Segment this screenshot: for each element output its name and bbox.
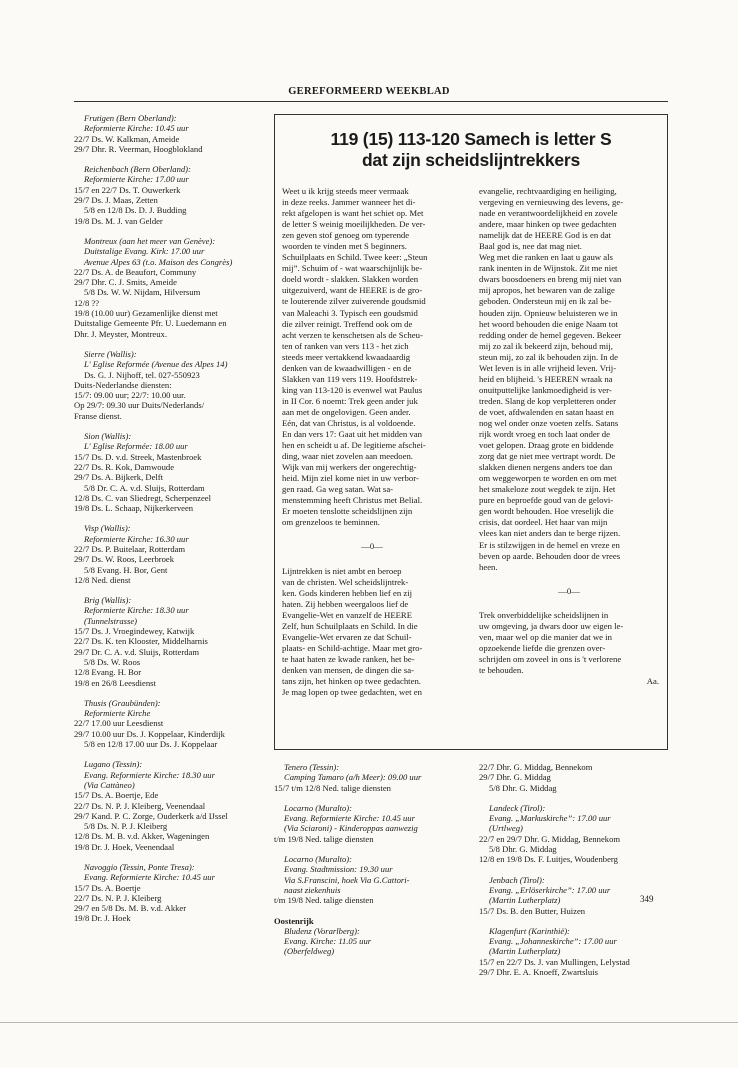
article-line: mij apropos, het bewaren van de zalige bbox=[479, 285, 615, 296]
article-line: Je mag lopen op twee gedachten, wet en bbox=[282, 687, 422, 698]
article-line: Trek onverbiddelijke scheidslijnen in bbox=[479, 609, 609, 620]
listing-line: 15/7 Ds. B. den Butter, Huizen bbox=[479, 905, 586, 916]
article-line: schrijden om zoveel in ons is 't verlorene bbox=[479, 653, 622, 664]
listing-line: 29/7 en 5/8 Ds. M. B. v.d. Akker bbox=[74, 903, 187, 914]
middle-listings-column bbox=[274, 762, 474, 967]
article-line: om grenzeloos te beminnen. bbox=[282, 517, 380, 528]
listing-heading: L' Eglise Reformée: 18.00 uur bbox=[84, 441, 188, 452]
listing-heading: naast ziekenhuis bbox=[284, 884, 341, 895]
listing-block bbox=[479, 762, 674, 793]
listing-heading: Avenue Alpes 63 (t.o. Maison des Congrès) bbox=[84, 256, 233, 267]
article-line: namelijk dat de HEERE God is en dat bbox=[479, 230, 611, 241]
listing-line: 12/8 en 19/8 Ds. F. Luitjes, Woudenberg bbox=[479, 854, 618, 865]
listing-line: 22/7 Ds. N. P. J. Kleiberg bbox=[74, 892, 162, 903]
listing-block bbox=[74, 113, 269, 154]
listing-heading: Reformierte Kirche: 16.30 uur bbox=[84, 533, 189, 544]
listing-line: 5/8 Ds. N. P. J. Kleiberg bbox=[84, 821, 168, 832]
right-listings-column bbox=[479, 762, 674, 987]
listing-heading: Camping Tamaro (a/h Meer): 09.00 uur bbox=[284, 772, 422, 783]
listing-heading: L' Eglise Reformée (Avenue des Alpes 14) bbox=[84, 359, 228, 370]
listing-heading: Reformierte Kirche: 10.45 uur bbox=[84, 123, 189, 134]
listing-line: 15/7 en 22/7 Ds. T. Ouwerkerk bbox=[74, 184, 181, 195]
article-line: evangelie, rechtvaardiging en heiliging, bbox=[479, 186, 617, 196]
listing-heading: Locarno (Muralto): bbox=[284, 854, 353, 865]
listing-heading: Reformierte Kirche: 17.00 uur bbox=[84, 174, 189, 185]
article-line: En dan vers 17: Gaat uit het midden van bbox=[282, 429, 422, 440]
listing-heading: Klagenfurt (Karinthië): bbox=[489, 925, 570, 936]
article-line: het woord behouden die enige Naam tot bbox=[479, 318, 618, 329]
listing-heading: (Martin Lutherplatz) bbox=[489, 895, 561, 906]
article-line: heen. bbox=[479, 561, 498, 572]
article-line: Weg met die ranken en laat u gauw als bbox=[479, 252, 613, 263]
listing-heading: Locarno (Muralto): bbox=[284, 802, 353, 813]
listing-block bbox=[74, 431, 269, 513]
listing-heading: Evang. Reformierte Kirche: 10.45 uur bbox=[284, 813, 415, 824]
article-line: opzoekende liefde die grenzen over- bbox=[479, 642, 606, 653]
article-line: van Maleachi 3. Typisch een goudsmid bbox=[282, 307, 418, 318]
listing-line: 12/8 Ds. C. van Sliedregt, Scherpenzeel bbox=[74, 492, 211, 503]
article-line: gen wordt behouden. Hoe vreselijk die bbox=[479, 506, 614, 517]
article-line: Er moeten tenslotte scheidslijnen zijn bbox=[282, 506, 413, 517]
listing-heading: Evang. Kirche: 11.05 uur bbox=[284, 936, 372, 947]
listing-line: 22/7 Ds. P. Buitelaar, Rotterdam bbox=[74, 543, 186, 554]
article-line: ven, maar wel op die manier dat we in bbox=[479, 631, 612, 642]
article-line: ding, waar niet zovelen aan meedoen. bbox=[282, 451, 413, 462]
article-line: houden zijn. Opnieuw beluisteren we in bbox=[479, 307, 618, 318]
listing-line: 19/8 Dr. J. Hoek, Veenendaal bbox=[74, 841, 175, 852]
listing-block bbox=[74, 523, 269, 585]
listing-line: 22/7 Ds. K. ten Klooster, Middelharnis bbox=[74, 636, 208, 647]
article-title-line1: 119 (15) 113-120 Samech is letter S bbox=[330, 129, 612, 149]
listing-line: 29/7 Dr. C. A. v.d. Sluijs, Rotterdam bbox=[74, 646, 200, 657]
article-line: Wet leven is in alle vrijheid leven. Vrij- bbox=[479, 362, 617, 373]
article-line: om weggeworpen te worden en om met bbox=[479, 473, 617, 484]
listing-heading: Evang. Stadtmission: 19.30 uur bbox=[284, 864, 393, 875]
listing-line: 29/7 Dhr. E. A. Knoeff, Zwartsluis bbox=[479, 967, 598, 978]
article-line: woorden te vinden met S beginners. bbox=[282, 241, 407, 252]
listing-heading: Montreux (aan het meer van Genève): bbox=[84, 235, 216, 246]
article-line: heid en blijheid. 's HEEREN wraak na bbox=[479, 373, 613, 384]
article-line: aan met de ongelovigen. Geen ander. bbox=[282, 406, 411, 417]
listing-line: 15/7 t/m 12/8 Ned. talige diensten bbox=[274, 782, 391, 793]
article-line: rijk wordt vroeg en toch laat onder de bbox=[479, 429, 610, 440]
article-line: doeld wordt - slakken. Slakken worden bbox=[282, 274, 419, 285]
article-line: het smakeloze zout wegdek te zijn. Het bbox=[479, 484, 616, 495]
article-line: mij zo zal ik bekeerd zijn, behoud mij, bbox=[479, 340, 613, 351]
article-column-right bbox=[479, 186, 659, 687]
article-line: mij”. Schuim of - wat waarschijnlijk be- bbox=[282, 263, 423, 274]
article-paragraph-2 bbox=[282, 566, 462, 699]
header-rule bbox=[74, 101, 668, 102]
article-line: te behouden. bbox=[479, 664, 524, 675]
article-line: de letter S weinig moeilijkheden. De ver- bbox=[282, 219, 426, 230]
article-line: steun mij, zo zal ik behouden zijn. In de bbox=[479, 351, 618, 362]
listing-line: 19/8 Dr. J. Hoek bbox=[74, 913, 131, 924]
left-listings-column bbox=[74, 113, 269, 934]
listing-heading: Tenero (Tessin): bbox=[284, 762, 340, 772]
listing-line: 5/8 Dhr. G. Middag bbox=[489, 844, 557, 855]
listing-heading: Bludenz (Vorarlberg): bbox=[284, 925, 360, 936]
article-line: steeds meer vertakkend kwaadaardig bbox=[282, 351, 411, 362]
listing-line: 5/8 Ds. W. Roos bbox=[84, 656, 141, 667]
article-line: Er is stilzwijgen in de hemel en vreze en bbox=[479, 539, 620, 550]
listing-heading: Sierre (Wallis): bbox=[84, 348, 137, 359]
listing-line: 29/7 Kand. P. C. Zorge, Ouderkerk a/d IJssel bbox=[74, 810, 228, 821]
listing-heading: Brig (Wallis): bbox=[84, 595, 132, 606]
listing-line: 22/7 Ds. R. Kok, Damwoude bbox=[74, 461, 175, 472]
listing-block bbox=[74, 595, 269, 688]
listing-heading: Evang. „Johanneskirche”: 17.00 uur bbox=[489, 936, 617, 947]
listing-line: 29/7 10.00 uur Ds. J. Koppelaar, Kinderdijk bbox=[74, 728, 225, 739]
article-line: Baal god is, nee dat mag niet. bbox=[479, 241, 582, 252]
article-column-left bbox=[282, 186, 462, 698]
article-line: Evangelie-Wet ervaren ze dat Schuil- bbox=[282, 631, 412, 642]
article-line: de voet, afdwalenden en satan haast en bbox=[479, 406, 614, 417]
section-heading: Oostenrijk bbox=[274, 915, 314, 926]
listing-heading: Evang. Reformierte Kirche: 10.45 uur bbox=[84, 872, 215, 883]
listing-line: 5/8 Dhr. G. Middag bbox=[489, 782, 557, 793]
listing-line: 19/8 (10.00 uur) Gezamenlijke dienst met bbox=[74, 308, 218, 319]
listing-line: 19/8 en 26/8 Leesdienst bbox=[74, 677, 156, 688]
listing-heading: (Via Cattàneo) bbox=[84, 779, 135, 790]
listing-block bbox=[274, 916, 474, 957]
article-line: Weet u ik krijg steeds meer vermaak bbox=[282, 186, 409, 196]
listing-line: Franse dienst. bbox=[74, 410, 122, 421]
listing-line: 12/8 ?? bbox=[74, 297, 100, 308]
article-line: te haat haten ze kwade ranken, het be- bbox=[282, 653, 415, 664]
listing-line: 22/7 17.00 uur Leesdienst bbox=[74, 718, 164, 729]
listing-line: Dhr. J. Meyster, Montreux. bbox=[74, 328, 167, 339]
listing-line: Duitstalige Gemeente Pfr. U. Luedemann en bbox=[74, 318, 227, 329]
article-line: zorg dat ge niet mee vertrapt wordt. De bbox=[479, 451, 616, 462]
article-line: te louterende zilver zuiverende goudsmid bbox=[282, 296, 426, 307]
listing-line: Duits-Nederlandse diensten: bbox=[74, 379, 172, 390]
listing-block bbox=[74, 698, 269, 749]
listing-block bbox=[74, 349, 269, 421]
listing-block bbox=[479, 803, 674, 865]
listing-line: 15/7 Ds. J. Vroegindewey, Katwijk bbox=[74, 626, 195, 637]
article-line: acht verzen te kenschetsen als de Scheu- bbox=[282, 329, 423, 340]
listing-line: 29/7 Ds. J. Maas, Zetten bbox=[74, 195, 158, 206]
listing-line: 29/7 Dhr. G. Middag bbox=[479, 772, 551, 783]
listing-heading: (Tunnelstrasse) bbox=[84, 615, 137, 626]
listing-block bbox=[74, 759, 269, 852]
article-line: ken. Gods kinderen hebben lief en zij bbox=[282, 587, 413, 598]
bottom-rule bbox=[0, 1022, 738, 1023]
article-paragraph-4 bbox=[479, 610, 659, 676]
listing-line: Ds. G. J. Nijhoff, tel. 027-550923 bbox=[84, 369, 200, 380]
listing-block bbox=[479, 926, 674, 977]
listing-line: 12/8 Evang. H. Bor bbox=[74, 667, 142, 678]
listing-block bbox=[74, 236, 269, 339]
article-line: rekt afgelopen is want het schiet op. Met bbox=[282, 208, 424, 219]
listing-line: 5/8 en 12/8 Ds. D. J. Budding bbox=[84, 205, 187, 216]
article-line: slakken dienen nergens anders toe dan bbox=[479, 462, 613, 473]
article-line: Eén, dat van Christus, is al voldoende. bbox=[282, 417, 416, 428]
listing-heading: Duitstalige Evang. Kirk: 17.00 uur bbox=[84, 246, 205, 257]
article-line: vergeving en vernieuwing des levens, ge- bbox=[479, 197, 624, 208]
listing-line: 29/7 Dhr. C. J. Smits, Ameide bbox=[74, 277, 177, 288]
article-line: geboden. Ondersteun mij en ik zal be- bbox=[479, 296, 612, 307]
article-title-line2: dat zijn scheidslijntrekkers bbox=[361, 150, 581, 170]
article-line: nog wel onder onze voeten zelfs. Satans bbox=[479, 417, 619, 428]
article-line: hen en scheidt u af. De legitieme afschei- bbox=[282, 440, 426, 451]
listing-heading: (Martin Lutherplatz) bbox=[489, 946, 561, 957]
listing-heading: Frutigen (Bern Oberland): bbox=[84, 113, 177, 123]
listing-heading: Jenbach (Tirol): bbox=[489, 874, 545, 885]
listing-line: t/m 19/8 Ned. talige diensten bbox=[274, 833, 374, 844]
page-number: 349 bbox=[640, 894, 654, 904]
listing-line: 5/8 Evang. H. Bor, Gent bbox=[84, 564, 168, 575]
article-line: haten. Zij hebben weergaloos lief de bbox=[282, 598, 409, 609]
listing-line: 12/8 Ned. dienst bbox=[74, 574, 131, 585]
listing-heading: Evang. „Erlöserkirche”: 17.00 uur bbox=[489, 884, 611, 895]
listing-line: 15/7 Ds. A. Boertje bbox=[74, 882, 141, 893]
article-separator-2: —0— bbox=[558, 585, 580, 596]
listing-line: 15/7 en 22/7 Ds. J. van Mullingen, Lelystad bbox=[479, 956, 630, 967]
listing-heading: Evang. „Markuskirche”: 17.00 uur bbox=[489, 813, 611, 824]
article-line: in II Cor. 6 noemt: Trek geen ander juk bbox=[282, 395, 418, 406]
article-line: in deze reeks. Jammer wanneer het di- bbox=[282, 197, 416, 208]
listing-line: t/m 19/8 Ned. talige diensten bbox=[274, 895, 374, 906]
article-signature: Aa. bbox=[646, 675, 659, 686]
article-line: voet gelopen. Draag grote en biddende bbox=[479, 440, 614, 451]
listing-line: Op 29/7: 09.30 uur Duits/Nederlands/ bbox=[74, 400, 205, 411]
listing-line: 12/8 Ds. M. B. v.d. Akker, Wageningen bbox=[74, 831, 210, 842]
listing-heading: Visp (Wallis): bbox=[84, 523, 131, 534]
article-line: dwars boosdoeners en breng mij niet van bbox=[479, 274, 622, 285]
listing-heading: Via S.Franscini, hoek Via G.Cattori- bbox=[284, 874, 410, 885]
listing-heading: (Via Sciaroni) - Kinderoppas aanwezig bbox=[284, 823, 418, 834]
listing-line: 15/7 Ds. A. Boertje, Ede bbox=[74, 790, 159, 801]
article-title bbox=[274, 129, 668, 171]
article-line: crisis, dat oordeel. Het haar van mijn bbox=[479, 517, 608, 528]
article-line: king van 113-120 is evenwel wat Paulus bbox=[282, 384, 423, 395]
article-line: andere, maar hinken op twee gedachten bbox=[479, 219, 617, 230]
listing-block bbox=[74, 164, 269, 226]
listing-line: 22/7 Ds. A. de Beaufort, Communy bbox=[74, 266, 197, 277]
listing-heading: Landeck (Tirol): bbox=[489, 802, 546, 813]
article-line: van de christen. Wel scheidslijntrek- bbox=[282, 576, 409, 587]
listing-block bbox=[74, 862, 269, 924]
article-separator: —0— bbox=[361, 541, 383, 552]
article-paragraph-3 bbox=[479, 186, 659, 573]
article-line: gen raad. Ga weg satan. Wat sa- bbox=[282, 484, 394, 495]
listing-heading: Thusis (Graubünden): bbox=[84, 697, 161, 708]
article-paragraph-1 bbox=[282, 186, 462, 528]
article-line: denken van mensen, de dingen die sa- bbox=[282, 664, 414, 675]
listing-line: 19/8 Ds. M. J. van Gelder bbox=[74, 215, 163, 226]
article-line: denken van de kwaadwilligen - en de bbox=[282, 362, 412, 373]
article-line: nade en verantwoordelijkheid en zovele bbox=[479, 208, 618, 219]
listing-heading: Navoggio (Tessin, Ponte Tresa): bbox=[84, 862, 195, 872]
article-line: tans zijn, het hinken op twee gedachten. bbox=[282, 675, 421, 686]
article-line: rank inenten in de Wijnstok. Zit me niet bbox=[479, 263, 618, 274]
article-line: plaats- en Schild-achtige. Maar met gro- bbox=[282, 642, 423, 653]
listing-line: 29/7 Dhr. R. Veerman, Hoogblokland bbox=[74, 143, 203, 154]
article-line: Slakken van 119 vers 119. Hoofdstrek- bbox=[282, 373, 418, 384]
article-line: treden. Slang de kop verpletteren onder bbox=[479, 395, 617, 406]
article-line: beven op aarde. Behouden door de vrees bbox=[479, 550, 621, 561]
article-line: vlees kan niet anders dan te berge rijzen. bbox=[479, 528, 621, 539]
article-line: zen geven stof genoeg om typerende bbox=[282, 230, 410, 241]
listing-line: 22/7 Ds. W. Kalkman, Ameide bbox=[74, 133, 180, 144]
article-line: heid. Mijn ziel kome niet in uw verbor- bbox=[282, 473, 419, 484]
listing-line: 5/8 Dr. C. A. v.d. Sluijs, Rotterdam bbox=[84, 482, 205, 493]
listing-heading: (Urtlweg) bbox=[489, 823, 523, 834]
listing-line: 19/8 Ds. L. Schaap, Nijkerkerveen bbox=[74, 503, 194, 514]
listing-line: 5/8 en 12/8 17.00 uur Ds. J. Koppelaar bbox=[84, 739, 218, 750]
article-line: uw omgeving, ja dwars door uw eigen le- bbox=[479, 620, 624, 631]
listing-line: 15/7 Ds. D. v.d. Streek, Mastenbroek bbox=[74, 451, 202, 462]
listing-block bbox=[274, 762, 474, 793]
listing-heading: Lugano (Tessin): bbox=[84, 759, 143, 770]
article-line: redding onder de hemel gegeven. Bekeer bbox=[479, 329, 622, 340]
article-line: Lijntrekken is niet ambt en beroep bbox=[282, 565, 402, 576]
article-line: die zilver reinigt. Treffend ook om de bbox=[282, 318, 413, 329]
listing-block bbox=[274, 803, 474, 844]
article-line: Wijk van mij werkers der ongerechtig- bbox=[282, 462, 417, 473]
listing-block bbox=[274, 854, 474, 905]
listing-line: 22/7 Ds. N. P. J. Kleiberg, Veenendaal bbox=[74, 800, 206, 811]
listing-line: 15/7: 09.00 uur; 22/7: 10.00 uur. bbox=[74, 390, 186, 401]
article-line: uitgezuiverd, want de HEERE is de gro- bbox=[282, 285, 423, 296]
listing-heading: Reichenbach (Bern Oberland): bbox=[84, 164, 191, 175]
article-line: menstemming heeft Christus met Belial. bbox=[282, 495, 423, 506]
article-line: Schuilplaats en Schild. Twee keer: „Steun bbox=[282, 252, 428, 263]
listing-line: 29/7 Ds. W. Roos, Leerbroek bbox=[74, 554, 175, 565]
article-line: ten of ranken van vers 113 - het zich bbox=[282, 340, 409, 351]
article-line: pure en beproefde goud van de gelovi- bbox=[479, 495, 614, 506]
listing-line: 29/7 Ds. A. Bijkerk, Delft bbox=[74, 472, 164, 483]
listing-heading: Evang. Reformierte Kirche: 18.30 uur bbox=[84, 769, 215, 780]
listing-line: 5/8 Ds. W. W. Nijdam, Hilversum bbox=[84, 287, 201, 298]
article-line: Evangelie-Wet en vanzelf de HEERE bbox=[282, 609, 413, 620]
listing-heading: Reformierte Kirche: 18.30 uur bbox=[84, 605, 189, 616]
listing-line: 22/7 Dhr. G. Middag, Bennekom bbox=[479, 762, 593, 772]
page-header: GEREFORMEERD WEEKBLAD bbox=[288, 86, 450, 97]
listing-heading: Sion (Wallis): bbox=[84, 431, 132, 442]
article-line: Zelf, hun Schuilplaats en Schild. In die bbox=[282, 620, 418, 631]
listing-line: 22/7 en 29/7 Dhr. G. Middag, Bennekom bbox=[479, 833, 621, 844]
listing-heading: Reformierte Kirche bbox=[84, 708, 151, 719]
article-line: onuitputtelijke lankmoedigheid is ver- bbox=[479, 384, 612, 395]
listing-heading: (Oberfeldweg) bbox=[284, 946, 335, 957]
